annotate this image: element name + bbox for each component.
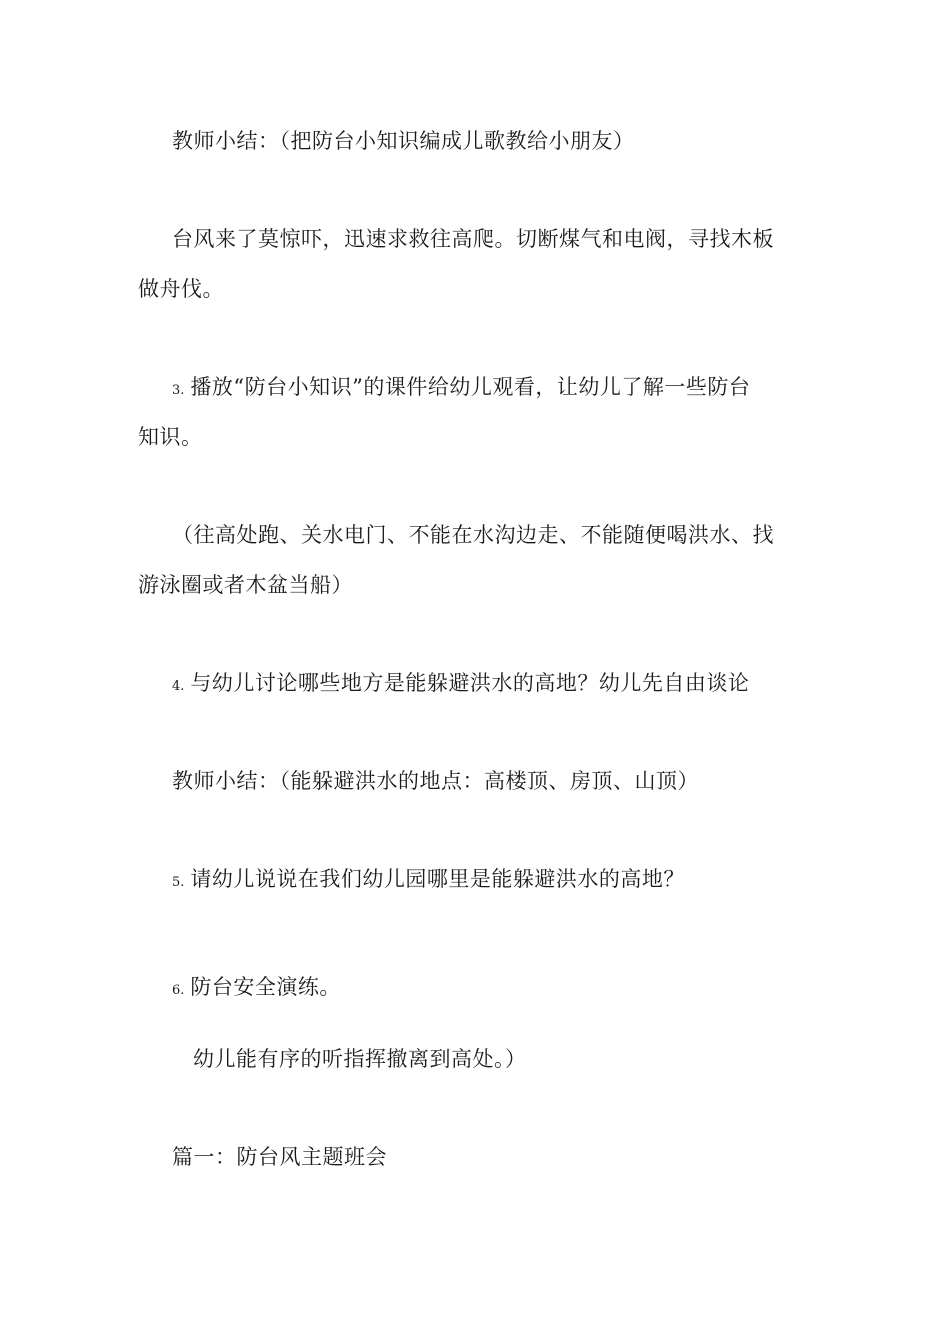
paragraph-text: 与幼儿讨论哪些地方是能躲避洪水的高地？幼儿先自由谈论 <box>190 671 750 695</box>
paragraph-text: 做舟伐。 <box>138 277 224 301</box>
paragraph-drill-note <box>193 1036 873 1082</box>
paragraph-step-3-line-2 <box>138 414 818 460</box>
paragraph-text: 播放“防台小知识”的课件给幼儿观看，让幼儿了解一些防台 <box>190 375 751 399</box>
paragraph-text: 知识。 <box>138 425 203 449</box>
paragraph-step-5 <box>172 856 852 906</box>
step-number: 5. <box>172 875 185 890</box>
paragraph-text: 教师小结：（把防台小知识编成儿歌教给小朋友） <box>172 129 635 153</box>
paragraph-step-4 <box>172 660 852 710</box>
paragraph-text: 篇一：防台风主题班会 <box>172 1145 387 1169</box>
paragraph-rhyme-line-1 <box>172 216 852 262</box>
paragraph-text: 防台安全演练。 <box>190 975 341 999</box>
paragraph-tips-line-2 <box>138 562 818 608</box>
step-number: 3. <box>172 383 185 398</box>
paragraph-step-6 <box>172 964 852 1014</box>
section-heading <box>172 1134 852 1180</box>
step-number: 4. <box>172 679 185 694</box>
paragraph-text: （往高处跑、关水电门、不能在水沟边走、不能随便喝洪水、找 <box>172 523 774 547</box>
paragraph-step-3-line-1 <box>172 364 852 414</box>
paragraph-text: 游泳圈或者木盆当船） <box>138 573 353 597</box>
paragraph-text: 台风来了莫惊吓，迅速求救往高爬。切断煤气和电阀，寻找木板 <box>172 227 774 251</box>
paragraph-tips-line-1 <box>172 512 852 558</box>
paragraph-text: 幼儿能有序的听指挥撤离到高处。） <box>193 1047 527 1071</box>
paragraph-teacher-summary-2 <box>172 758 852 804</box>
step-number: 6. <box>172 983 185 998</box>
paragraph-text: 请幼儿说说在我们幼儿园哪里是能躲避洪水的高地？ <box>190 867 685 891</box>
paragraph-teacher-summary-1 <box>172 118 852 164</box>
paragraph-rhyme-line-2 <box>138 266 818 312</box>
paragraph-text: 教师小结：（能躲避洪水的地点：高楼顶、房顶、山顶） <box>172 769 699 793</box>
